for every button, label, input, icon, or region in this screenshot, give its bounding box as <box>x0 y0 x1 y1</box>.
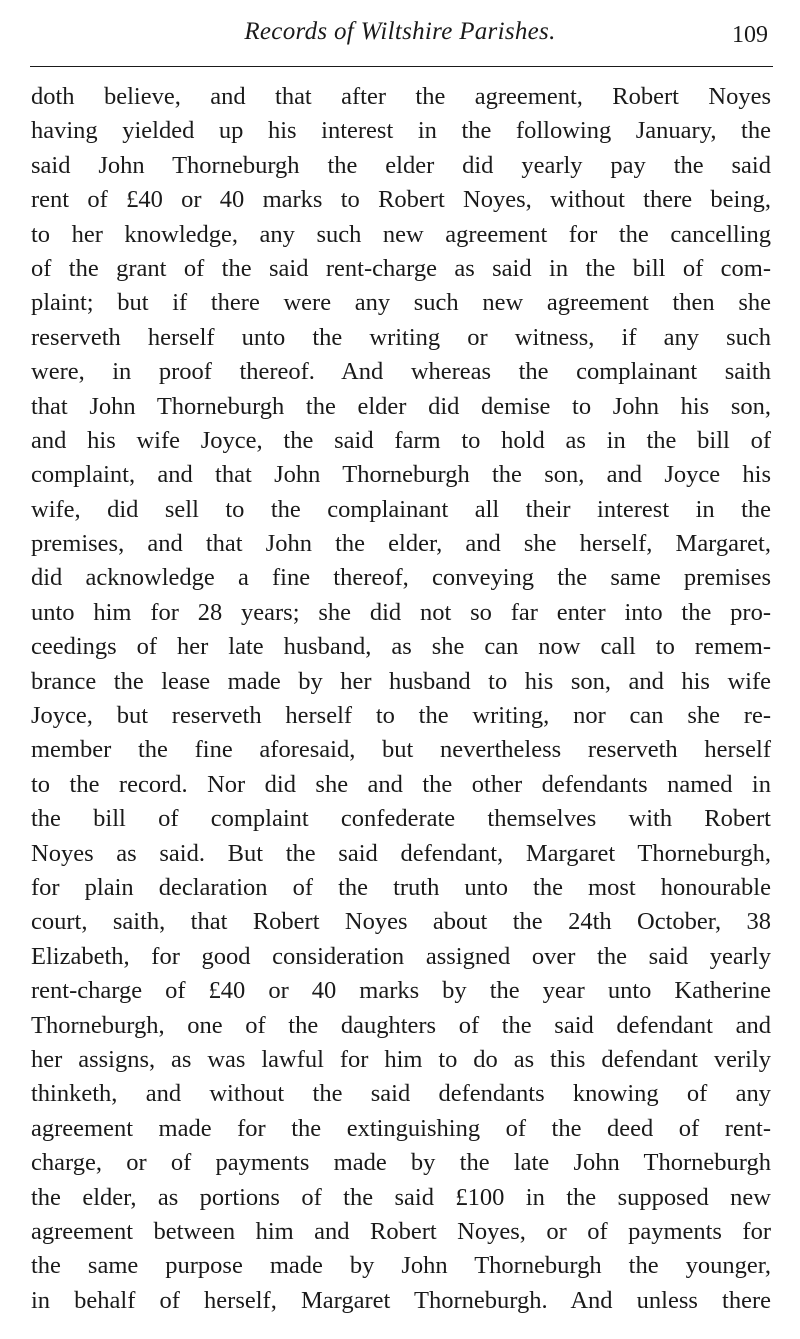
text-line: said John Thorneburgh the elder did yearly pay the said <box>31 151 771 179</box>
text-line: the elder, as portions of the said £100 in the supposed new <box>31 1183 771 1211</box>
text-line: the same purpose made by John Thorneburgh the younger, <box>31 1252 771 1280</box>
text-line: court, saith, that Robert Noyes about the 24th October, 38 <box>31 908 771 936</box>
text-line: thinketh, and without the said defendants knowing of any <box>31 1080 771 1108</box>
text-line: charge, or of payments made by the late John Thorneburgh <box>31 1149 771 1177</box>
text-line: to the record. Nor did she and the other defendants named in <box>31 770 771 798</box>
header-rule <box>30 66 773 67</box>
text-line: were, in proof thereof. And whereas the complainant saith <box>31 358 771 386</box>
running-title: Records of Wiltshire Parishes. <box>244 18 556 45</box>
text-line: wife, did sell to the complainant all their interest in the <box>31 495 771 523</box>
text-line: that John Thorneburgh the elder did demise to John his son, <box>31 392 771 420</box>
text-line: of the grant of the said rent-charge as said in the bill of com- <box>31 254 771 282</box>
body-text <box>31 80 771 1318</box>
text-line: and his wife Joyce, the said farm to hold as in the bill of <box>31 426 771 454</box>
text-line: premises, and that John the elder, and she herself, Margaret, <box>31 530 771 558</box>
text-line: reserveth herself unto the writing or witness, if any such <box>31 323 771 351</box>
text-line: Joyce, but reserveth herself to the writing, nor can she re- <box>31 702 771 730</box>
text-line: her assigns, as was lawful for him to do as this defendant verily <box>31 1045 771 1073</box>
running-head <box>0 14 800 54</box>
text-line: did acknowledge a fine thereof, conveying the same premises <box>31 564 771 592</box>
text-line: Elizabeth, for good consideration assigned over the said yearly <box>31 942 771 970</box>
text-line: rent-charge of £40 or 40 marks by the year unto Katherine <box>31 977 771 1005</box>
text-line: having yielded up his interest in the following January, the <box>31 117 771 145</box>
text-line: doth believe, and that after the agreement, Robert Noyes <box>31 83 771 110</box>
text-line: brance the lease made by her husband to his son, and his wife <box>31 667 771 695</box>
text-line: rent of £40 or 40 marks to Robert Noyes, without there being, <box>31 186 771 214</box>
text-line: for plain declaration of the truth unto the most honourable <box>31 873 771 901</box>
text-line: unto him for 28 years; she did not so far enter into the pro- <box>31 598 771 626</box>
text-line: member the fine aforesaid, but nevertheless reserveth herself <box>31 736 771 764</box>
text-line: the bill of complaint confederate themselves with Robert <box>31 805 771 833</box>
text-line: agreement made for the extinguishing of the deed of rent- <box>31 1114 771 1142</box>
text-line: plaint; but if there were any such new agreement then she <box>31 289 771 317</box>
text-line: agreement between him and Robert Noyes, or of payments for <box>31 1217 771 1245</box>
text-line: to her knowledge, any such new agreement for the cancelling <box>31 220 771 248</box>
page-number: 109 <box>732 22 768 48</box>
text-line: ceedings of her late husband, as she can now call to remem- <box>31 633 771 661</box>
text-line: Noyes as said. But the said defendant, Margaret Thorneburgh, <box>31 839 771 867</box>
text-line: Thorneburgh, one of the daughters of the said defendant and <box>31 1011 771 1039</box>
text-line: in behalf of herself, Margaret Thorneburgh. And unless there <box>31 1286 771 1314</box>
text-line: complaint, and that John Thorneburgh the son, and Joyce his <box>31 461 771 489</box>
